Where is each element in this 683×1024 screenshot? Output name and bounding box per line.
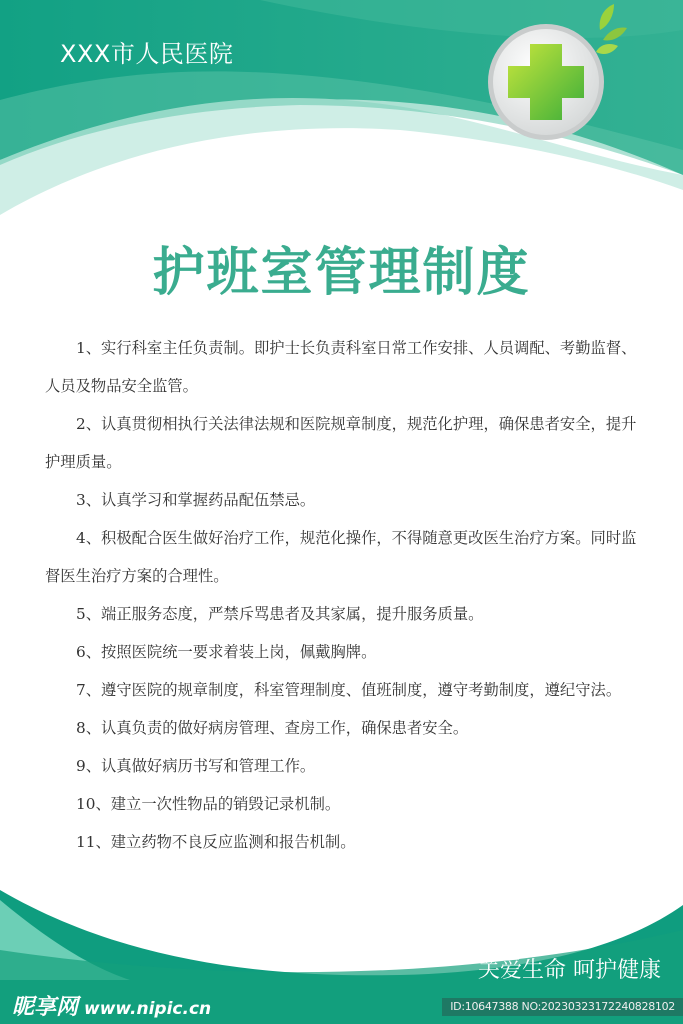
rule-item: 3、认真学习和掌握药品配伍禁忌。 bbox=[76, 491, 316, 509]
hospital-name: XXX市人民医院 bbox=[60, 40, 234, 68]
rule-item: 8、认真负责的做好病房管理、查房工作，确保患者安全。 bbox=[76, 719, 469, 737]
rule-item: 6、按照医院统一要求着装上岗，佩戴胸牌。 bbox=[76, 643, 377, 661]
rule-item: 7、遵守医院的规章制度，科室管理制度、值班制度，遵守考勤制度，遵纪守法。 bbox=[76, 681, 622, 699]
rules-list bbox=[45, 329, 642, 861]
watermark-id: ID:10647388 NO:20230323172240828102 bbox=[442, 998, 683, 1016]
page-title: 护班室管理制度 bbox=[152, 243, 531, 303]
rule-item: 2、认真贯彻相执行关法律法规和医院规章制度，规范化护理，确保患者安全，提升护理质量。 bbox=[45, 415, 637, 471]
rule-item: 9、认真做好病历书写和管理工作。 bbox=[76, 757, 316, 775]
rule-item: 1、实行科室主任负责制。即护士长负责科室日常工作安排、人员调配、考勤监督、人员及物品安全监管。 bbox=[45, 339, 637, 395]
slogan: 关爱生命 呵护健康 bbox=[478, 958, 661, 983]
rule-item: 10、建立一次性物品的销毁记录机制。 bbox=[76, 795, 341, 813]
rule-item: 4、积极配合医生做好治疗工作，规范化操作，不得随意更改医生治疗方案。同时监督医生治疗方案的合理性。 bbox=[45, 529, 637, 585]
rule-item: 11、建立药物不良反应监测和报告机制。 bbox=[76, 833, 356, 851]
watermark-logo bbox=[12, 990, 211, 1021]
watermark-logo-text: 昵享网 bbox=[12, 995, 79, 1020]
rule-item: 5、端正服务态度，严禁斥骂患者及其家属，提升服务质量。 bbox=[76, 605, 484, 623]
watermark-url: www.nipic.cn bbox=[84, 999, 212, 1019]
